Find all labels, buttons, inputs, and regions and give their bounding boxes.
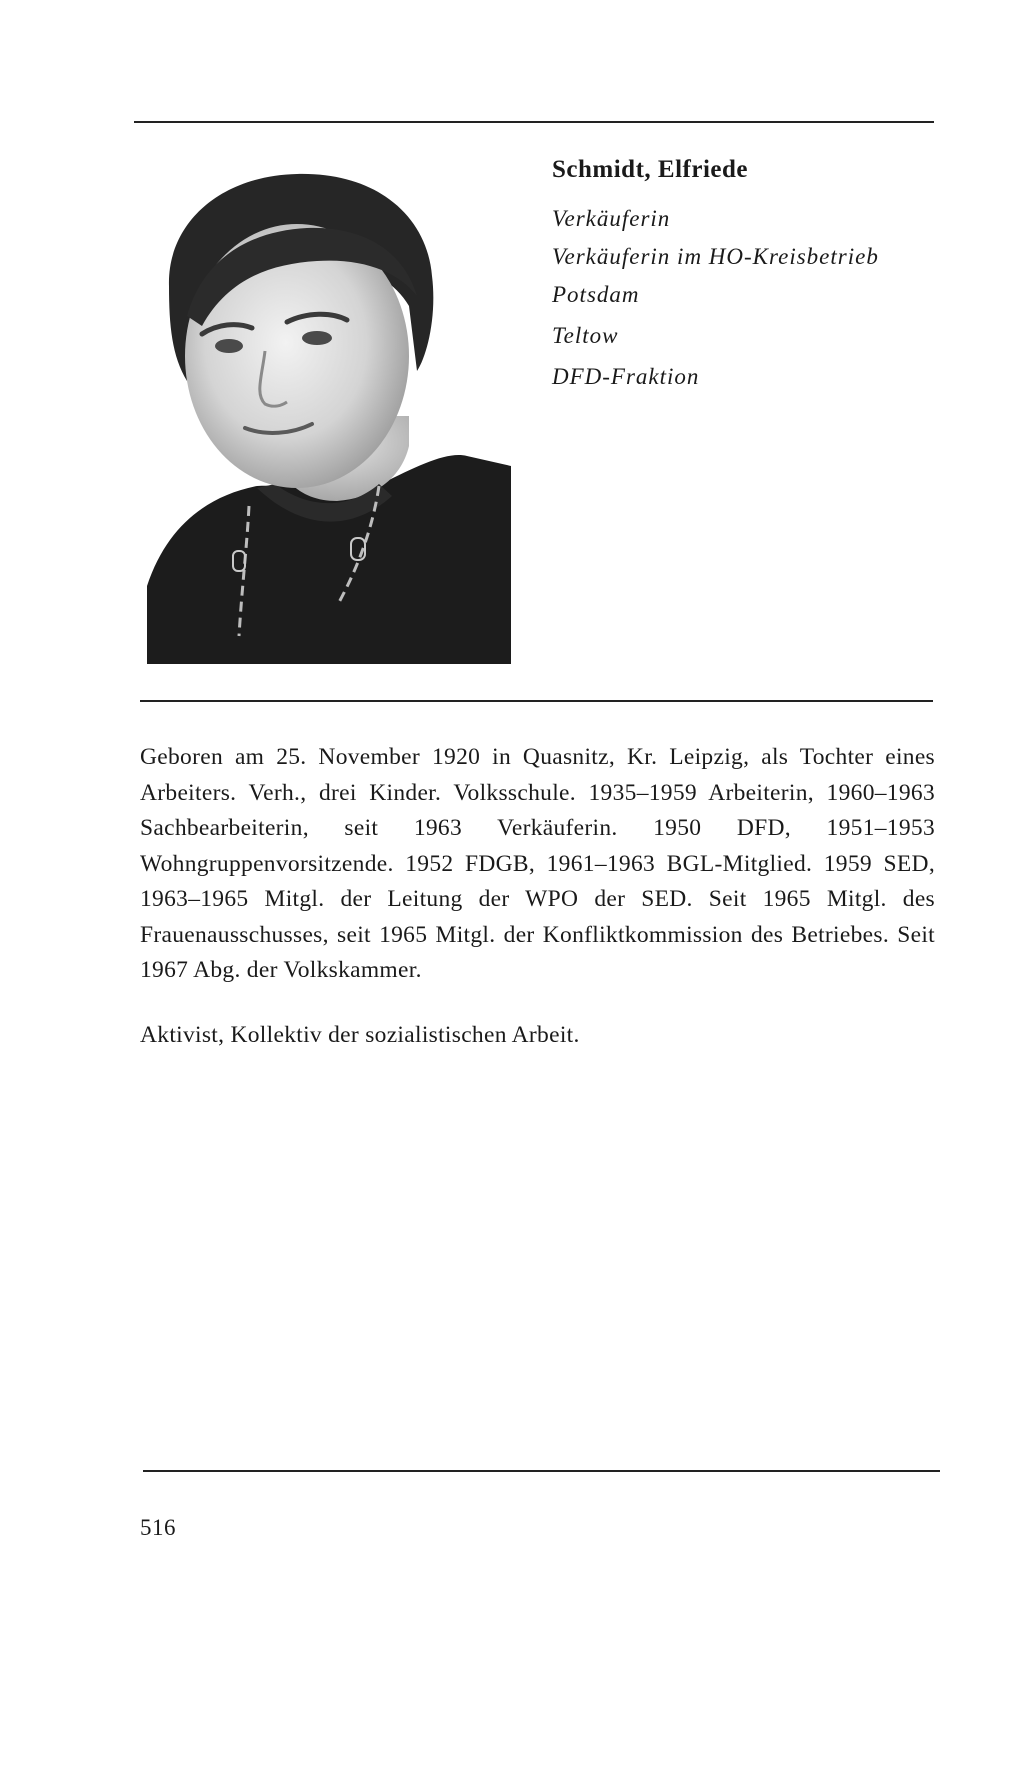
person-name: Schmidt, Elfriede bbox=[552, 156, 748, 183]
faction: DFD-Fraktion bbox=[552, 364, 700, 389]
biography-text: Geboren am 25. November 1920 in Quasnitz, Kr. Leipzig, als Tochter eines Arbeiters. Verh., drei Kinder. Volksschule. 1935–1959 Arbeiterin, 1960–1963 Sachbearbeiterin, seit 1963 Verkäuferin. 1950 DFD, 1951–1953 Wohngruppenvorsitzende. 1952 FDGB, 1961–1963 BGL-Mitglied. 1959 SED, 1963–1965 Mitgl. der Leitung der WPO der SED. Seit 1965 Mitgl. des Frauenausschusses, seit 1965 Mitgl. der Konfliktkommission des Betriebes. Seit 1967 Abg. der Volkskammer. bbox=[140, 744, 935, 983]
position-line-1: Verkäuferin im HO-Kreisbetrieb bbox=[552, 244, 879, 269]
constituency: Teltow bbox=[552, 323, 619, 348]
top-rule bbox=[134, 121, 934, 123]
middle-rule bbox=[140, 700, 933, 702]
awards-text: Aktivist, Kollektiv der sozialistischen Arbeit. bbox=[140, 1022, 580, 1048]
position-line-2: Potsdam bbox=[552, 282, 640, 307]
portrait-illustration bbox=[147, 166, 511, 664]
entry-header bbox=[552, 154, 942, 397]
page-number: 516 bbox=[140, 1515, 176, 1540]
profession: Verkäuferin bbox=[552, 206, 671, 231]
bottom-rule bbox=[143, 1470, 940, 1472]
portrait-photo bbox=[147, 166, 511, 664]
